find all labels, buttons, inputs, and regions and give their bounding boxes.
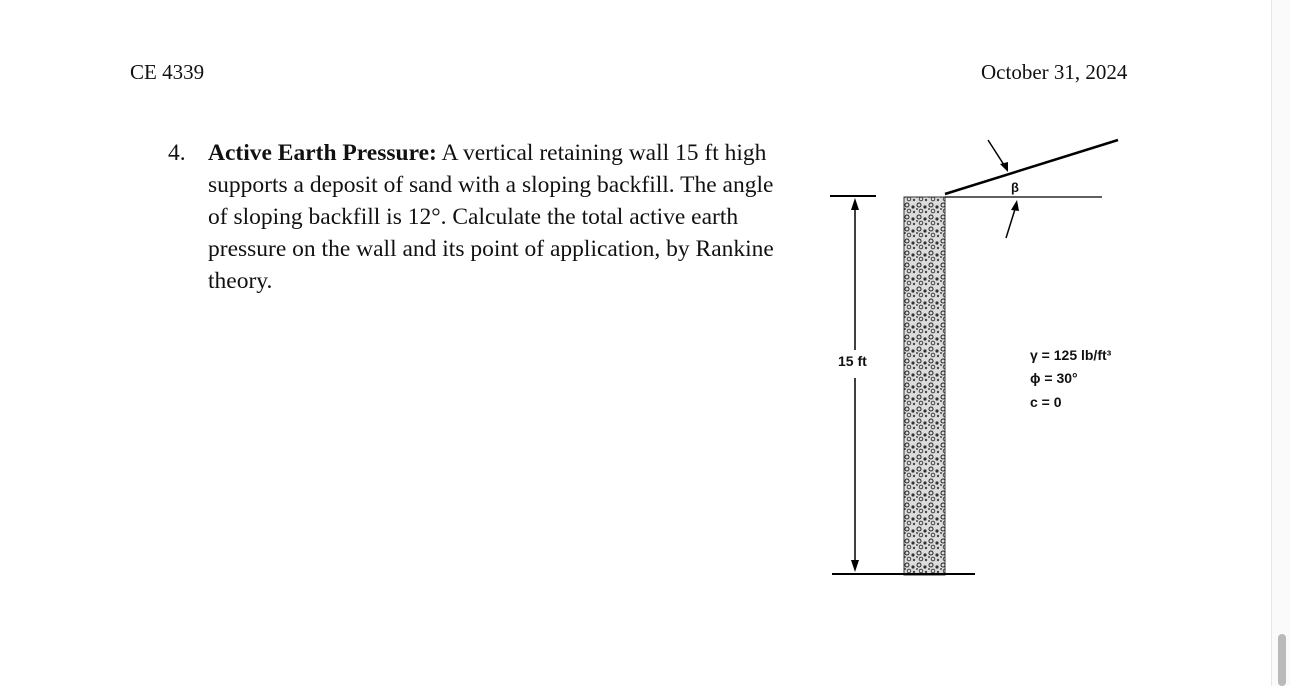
sloping-backfill-line (945, 140, 1118, 194)
beta-arrow-lower (1006, 206, 1016, 238)
problem-text: A vertical retaining wall 15 ft high supports a deposit of sand with a sloping backfill. The angle of sloping backfill is 12°. Calculate the total active earth pressure on the wall and its point of application, by Rankine theory. (208, 140, 774, 294)
cohesion-label: c = 0 (1030, 394, 1062, 410)
retaining-wall (904, 197, 945, 575)
scrollbar-thumb[interactable] (1278, 634, 1286, 686)
unit-weight-label: γ = 125 lb/ft³ (1030, 347, 1112, 363)
course-code: CE 4339 (130, 60, 205, 84)
problem-4 (168, 137, 788, 297)
dimension-arrow-bottom (851, 560, 859, 572)
retaining-wall-figure (820, 130, 1140, 590)
vertical-scrollbar[interactable] (1271, 0, 1290, 686)
problem-title: Active Earth Pressure: (208, 140, 437, 166)
problem-number: 4. (168, 140, 186, 166)
height-label: 15 ft (838, 353, 867, 369)
dimension-arrow-top (851, 198, 859, 210)
beta-label: β (1011, 180, 1019, 195)
friction-angle-label: ϕ = 30° (1030, 370, 1078, 386)
problem-statement (208, 137, 788, 297)
document-date: October 31, 2024 (981, 60, 1128, 84)
retaining-wall-diagram (820, 130, 1140, 590)
